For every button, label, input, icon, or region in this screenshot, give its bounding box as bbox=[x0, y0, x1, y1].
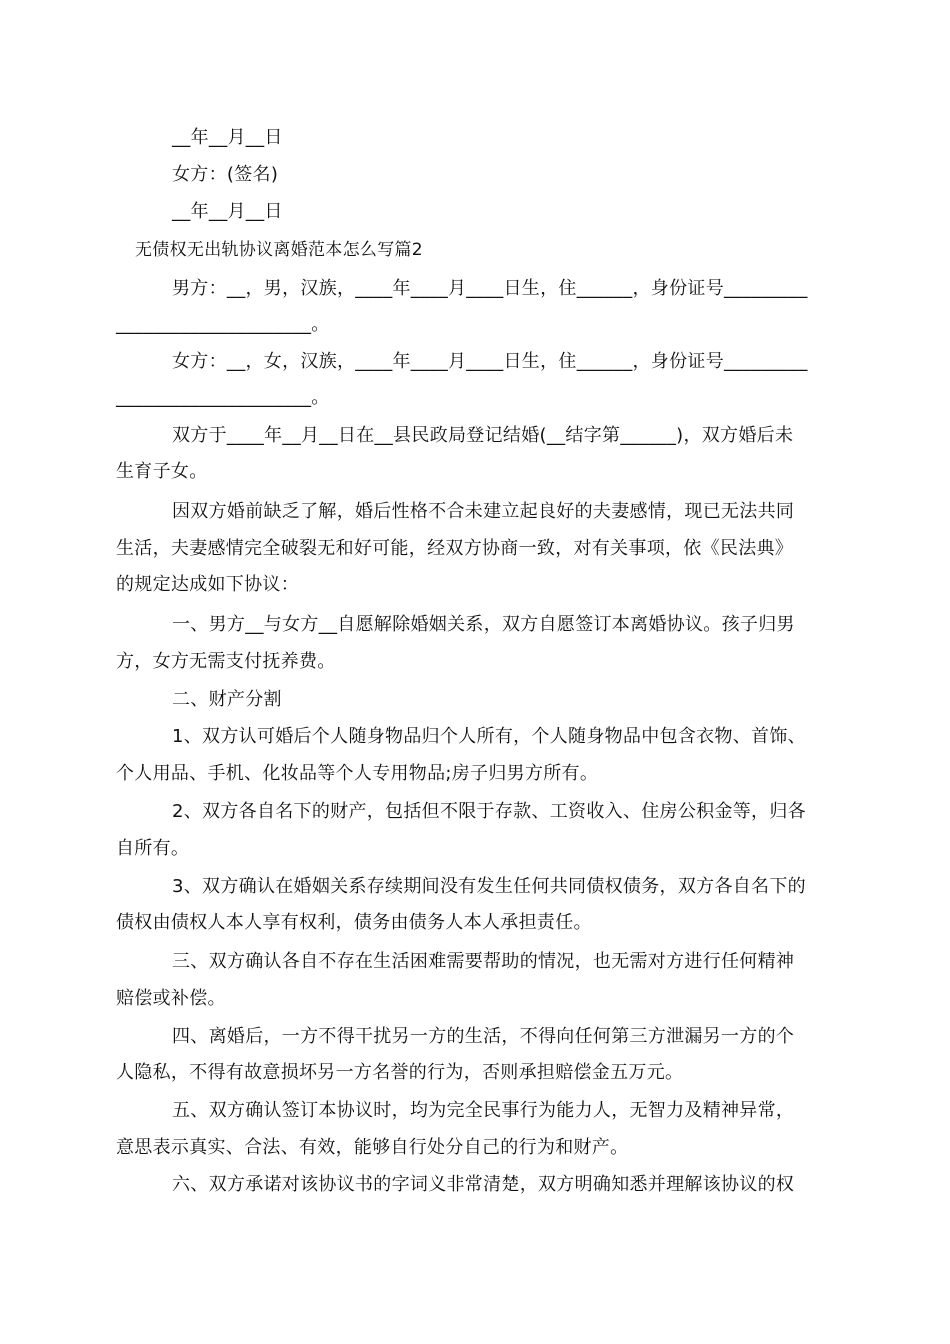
section-title: 无债权无出轨协议离婚范本怎么写篇2 bbox=[135, 240, 423, 260]
marriage-registration-line-2: 生育子女。 bbox=[116, 461, 208, 482]
property-item-2-line-2: 自所有。 bbox=[116, 838, 190, 859]
husband-info-line-1: 男方：__，男，汉族，____年____月____日生，住______，身份证号_________ bbox=[172, 278, 808, 299]
clause-five-line-2: 意思表示真实、合法、有效，能够自行处分自己的行为和财产。 bbox=[116, 1137, 629, 1158]
clause-one-line-1: 一、男方__与女方__自愿解除婚姻关系，双方自愿签订本离婚协议。孩子归男 bbox=[172, 614, 795, 635]
reason-line-3: 的规定达成如下协议： bbox=[116, 574, 299, 595]
property-division-heading: 二、财产分割 bbox=[172, 689, 282, 710]
clause-three-line-1: 三、双方确认各自不存在生活困难需要帮助的情况，也无需对方进行任何精神 bbox=[172, 951, 795, 972]
reason-line-2: 生活，夫妻感情完全破裂无和好可能，经双方协商一致，对有关事项，依《民法典》 bbox=[116, 538, 794, 559]
clause-five-line-1: 五、双方确认签订本协议时，均为完全民事行为能力人，无智力及精神异常， bbox=[172, 1100, 795, 1121]
husband-info-line-2: _____________________。 bbox=[116, 314, 330, 335]
property-item-3-line-1: 3、双方确认在婚姻关系存续期间没有发生任何共同债权债务，双方各自名下的 bbox=[172, 876, 806, 897]
wife-info-line-2: _____________________。 bbox=[116, 387, 330, 408]
marriage-registration-line-1: 双方于____年__月__日在__县民政局登记结婚(__结字第______)，双方婚后未 bbox=[172, 425, 794, 446]
date-line-wife: __年__月__日 bbox=[172, 201, 283, 222]
date-line-husband: __年__月__日 bbox=[172, 127, 283, 148]
property-item-1-line-2: 个人用品、手机、化妆品等个人专用物品;房子归男方所有。 bbox=[116, 763, 599, 784]
property-item-1-line-1: 1、双方认可婚后个人随身物品归个人所有，个人随身物品中包含衣物、首饰、 bbox=[172, 726, 806, 747]
property-item-3-line-2: 债权由债权人本人享有权利，债务由债务人本人承担责任。 bbox=[116, 912, 592, 933]
reason-line-1: 因双方婚前缺乏了解，婚后性格不合未建立起良好的夫妻感情，现已无法共同 bbox=[172, 501, 795, 522]
wife-signature-line: 女方：(签名) bbox=[172, 164, 279, 185]
clause-three-line-2: 赔偿或补偿。 bbox=[116, 988, 226, 1009]
clause-four-line-1: 四、离婚后，一方不得干扰另一方的生活，不得向任何第三方泄漏另一方的个 bbox=[172, 1026, 795, 1047]
property-item-2-line-1: 2、双方各自名下的财产，包括但不限于存款、工资收入、住房公积金等，归各 bbox=[172, 801, 806, 822]
clause-four-line-2: 人隐私，不得有故意损坏另一方名誉的行为，否则承担赔偿金五万元。 bbox=[116, 1062, 684, 1083]
wife-info-line-1: 女方：__，女，汉族，____年____月____日生，住______，身份证号_________ bbox=[172, 351, 808, 372]
clause-six-line-1: 六、双方承诺对该协议书的字词义非常清楚，双方明确知悉并理解该协议的权 bbox=[172, 1174, 795, 1195]
clause-one-line-2: 方，女方无需支付抚养费。 bbox=[116, 651, 336, 672]
